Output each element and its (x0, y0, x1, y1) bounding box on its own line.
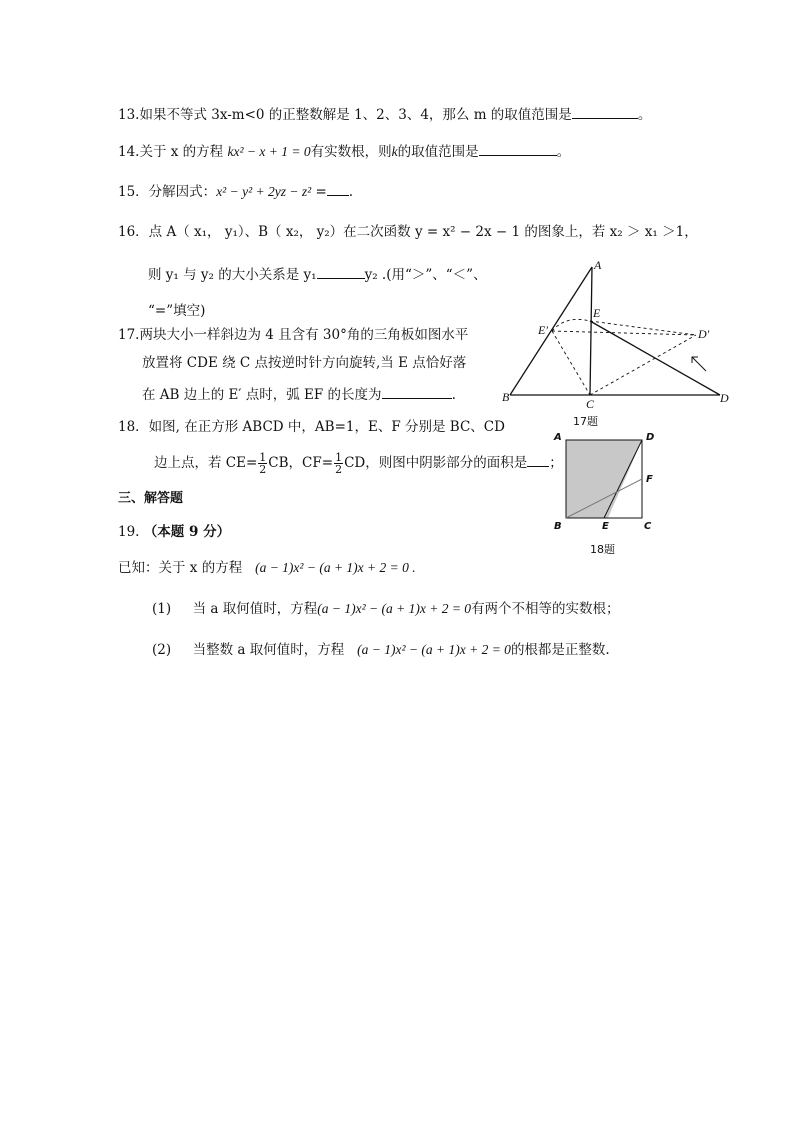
q19-number: 19. (118, 524, 140, 540)
figure-18 (550, 430, 662, 534)
question-15 (118, 181, 353, 201)
question-19-part-1 (152, 600, 620, 618)
fig18-label-b: B (554, 521, 562, 532)
q18-fraction-1: $\frac{1}{2}$ (259, 451, 267, 476)
fig17-dashed-e1-c (552, 331, 590, 395)
question-17-line2: 放置将 CDE 绕 C 点按逆时针方向旋转,当 E 点恰好落 (142, 355, 467, 371)
question-17-line1: 17.两块大小一样斜边为 4 且含有 30°角的三角板如图水平 (118, 327, 469, 343)
q13-answer-blank (572, 104, 638, 119)
question-16-line3: “=”填空) (148, 303, 206, 319)
fig17-dashed-e-d1 (590, 321, 696, 335)
q18-answer-blank (527, 452, 549, 467)
fig17-label-d: D (720, 391, 729, 405)
fig18-shaded-region (566, 440, 642, 518)
q16-line2b: y₂ .(用“＞”、“＜”、 (364, 267, 487, 283)
question-19-part-2 (152, 641, 610, 659)
q14-answer-blank (479, 141, 557, 156)
fig17-rotation-arrow (692, 357, 706, 371)
fig18-label-c: C (644, 521, 652, 532)
q16-line2a: 则 y₁ 与 y₂ 的大小关系是 y₁ (148, 267, 317, 283)
fig17-label-c: C (586, 397, 595, 411)
q13-text: 13.如果不等式 3x-m<0 的正整数解是 1、2、3、4，那么 m 的取值范围是 (118, 107, 572, 123)
q19-part1-number: (1) (152, 601, 172, 617)
q14-equation: kx² − x + 1 = 0 (227, 144, 311, 159)
fig18-label-d: D (646, 432, 655, 443)
fig17-label-b: B (502, 390, 510, 404)
q15-answer-blank (327, 181, 349, 196)
q17-line3a: 在 AB 边上的 E′ 点时，弧 EF 的长度为 (142, 387, 382, 403)
q19-part1-pre: 当 a 取何值时，方程 (192, 601, 318, 617)
q15-end: . (348, 184, 354, 200)
q18-line2d: ； (549, 455, 563, 471)
question-13 (118, 104, 651, 124)
q14-end: 。 (556, 144, 571, 160)
question-19-heading (118, 523, 230, 541)
q18-line2b: CB，CF= (268, 455, 334, 471)
question-16-line1: 16．点 A（ x₁， y₁）、B（ x₂， y₂）在二次函数 y = x² − 2x − 1 的图象上，若 x₂ ＞ x₁ ＞1， (118, 224, 698, 240)
q18-line2a: 边上点，若 CE= (154, 455, 258, 471)
fig18-label-f: F (646, 474, 653, 485)
q17-answer-blank (382, 384, 452, 399)
q14-k: k (391, 144, 398, 159)
fig17-label-d-prime: D′ (698, 327, 710, 341)
question-18-line1: 18．如图, 在正方形 ABCD 中，AB=1，E、F 分别是 BC、CD (118, 419, 505, 435)
question-16-line2 (148, 264, 487, 284)
figure-17 (500, 255, 740, 415)
q19-part2-number: (2) (152, 642, 172, 658)
question-19-given (118, 559, 416, 577)
q19-points: （本题 9 分） (143, 524, 231, 540)
question-17-line3 (142, 384, 456, 404)
q19-part2-pre: 当整数 a 取何值时，方程 (192, 642, 345, 658)
figure-17-caption: 17题 (573, 415, 598, 428)
fig17-side-ab (510, 267, 592, 395)
q15-expression: x² − y² + 2yz − z² (216, 184, 312, 199)
fig17-dashed-c-d1 (590, 335, 696, 395)
q18-fraction-2: $\frac{1}{2}$ (335, 451, 343, 476)
section-3-heading: 三、解答题 (118, 491, 184, 506)
q19-part1-equation: (a − 1)x² − (a + 1)x + 2 = 0 (317, 601, 472, 616)
fig18-label-a: A (554, 432, 562, 443)
q14-post: 的取值范围是 (397, 144, 479, 160)
fig18-label-e: E (602, 521, 609, 532)
fig17-side-ac (590, 267, 592, 395)
fig17-dashed-e1-d1 (552, 331, 696, 335)
q19-given-text: 已知：关于 x 的方程 (118, 560, 243, 576)
q19-part2-post: 的根都是正整数. (510, 642, 610, 658)
figure-18-caption: 18题 (590, 543, 615, 556)
q13-end: 。 (637, 107, 652, 123)
fig17-label-a: A (594, 258, 602, 272)
q14-pre: 14.关于 x 的方程 (118, 144, 228, 160)
q18-line2c: CD，则图中阴影部分的面积是 (344, 455, 528, 471)
q17-line3b: . (451, 387, 456, 403)
q15-pre: 15．分解因式： (118, 184, 217, 200)
question-18-line2 (154, 452, 563, 475)
q19-part1-post: 有两个不相等的实数根； (471, 601, 620, 617)
fig17-label-e: E (593, 306, 601, 320)
q16-answer-blank (317, 264, 365, 279)
q14-mid: 有实数根，则 (310, 144, 392, 160)
fig17-label-e-prime: E′ (538, 323, 548, 337)
q15-post: = (311, 184, 327, 200)
q19-part2-equation: (a − 1)x² − (a + 1)x + 2 = 0 (357, 642, 511, 657)
question-14 (118, 141, 570, 161)
q19-given-equation: (a − 1)x² − (a + 1)x + 2 = 0 . (255, 560, 416, 575)
